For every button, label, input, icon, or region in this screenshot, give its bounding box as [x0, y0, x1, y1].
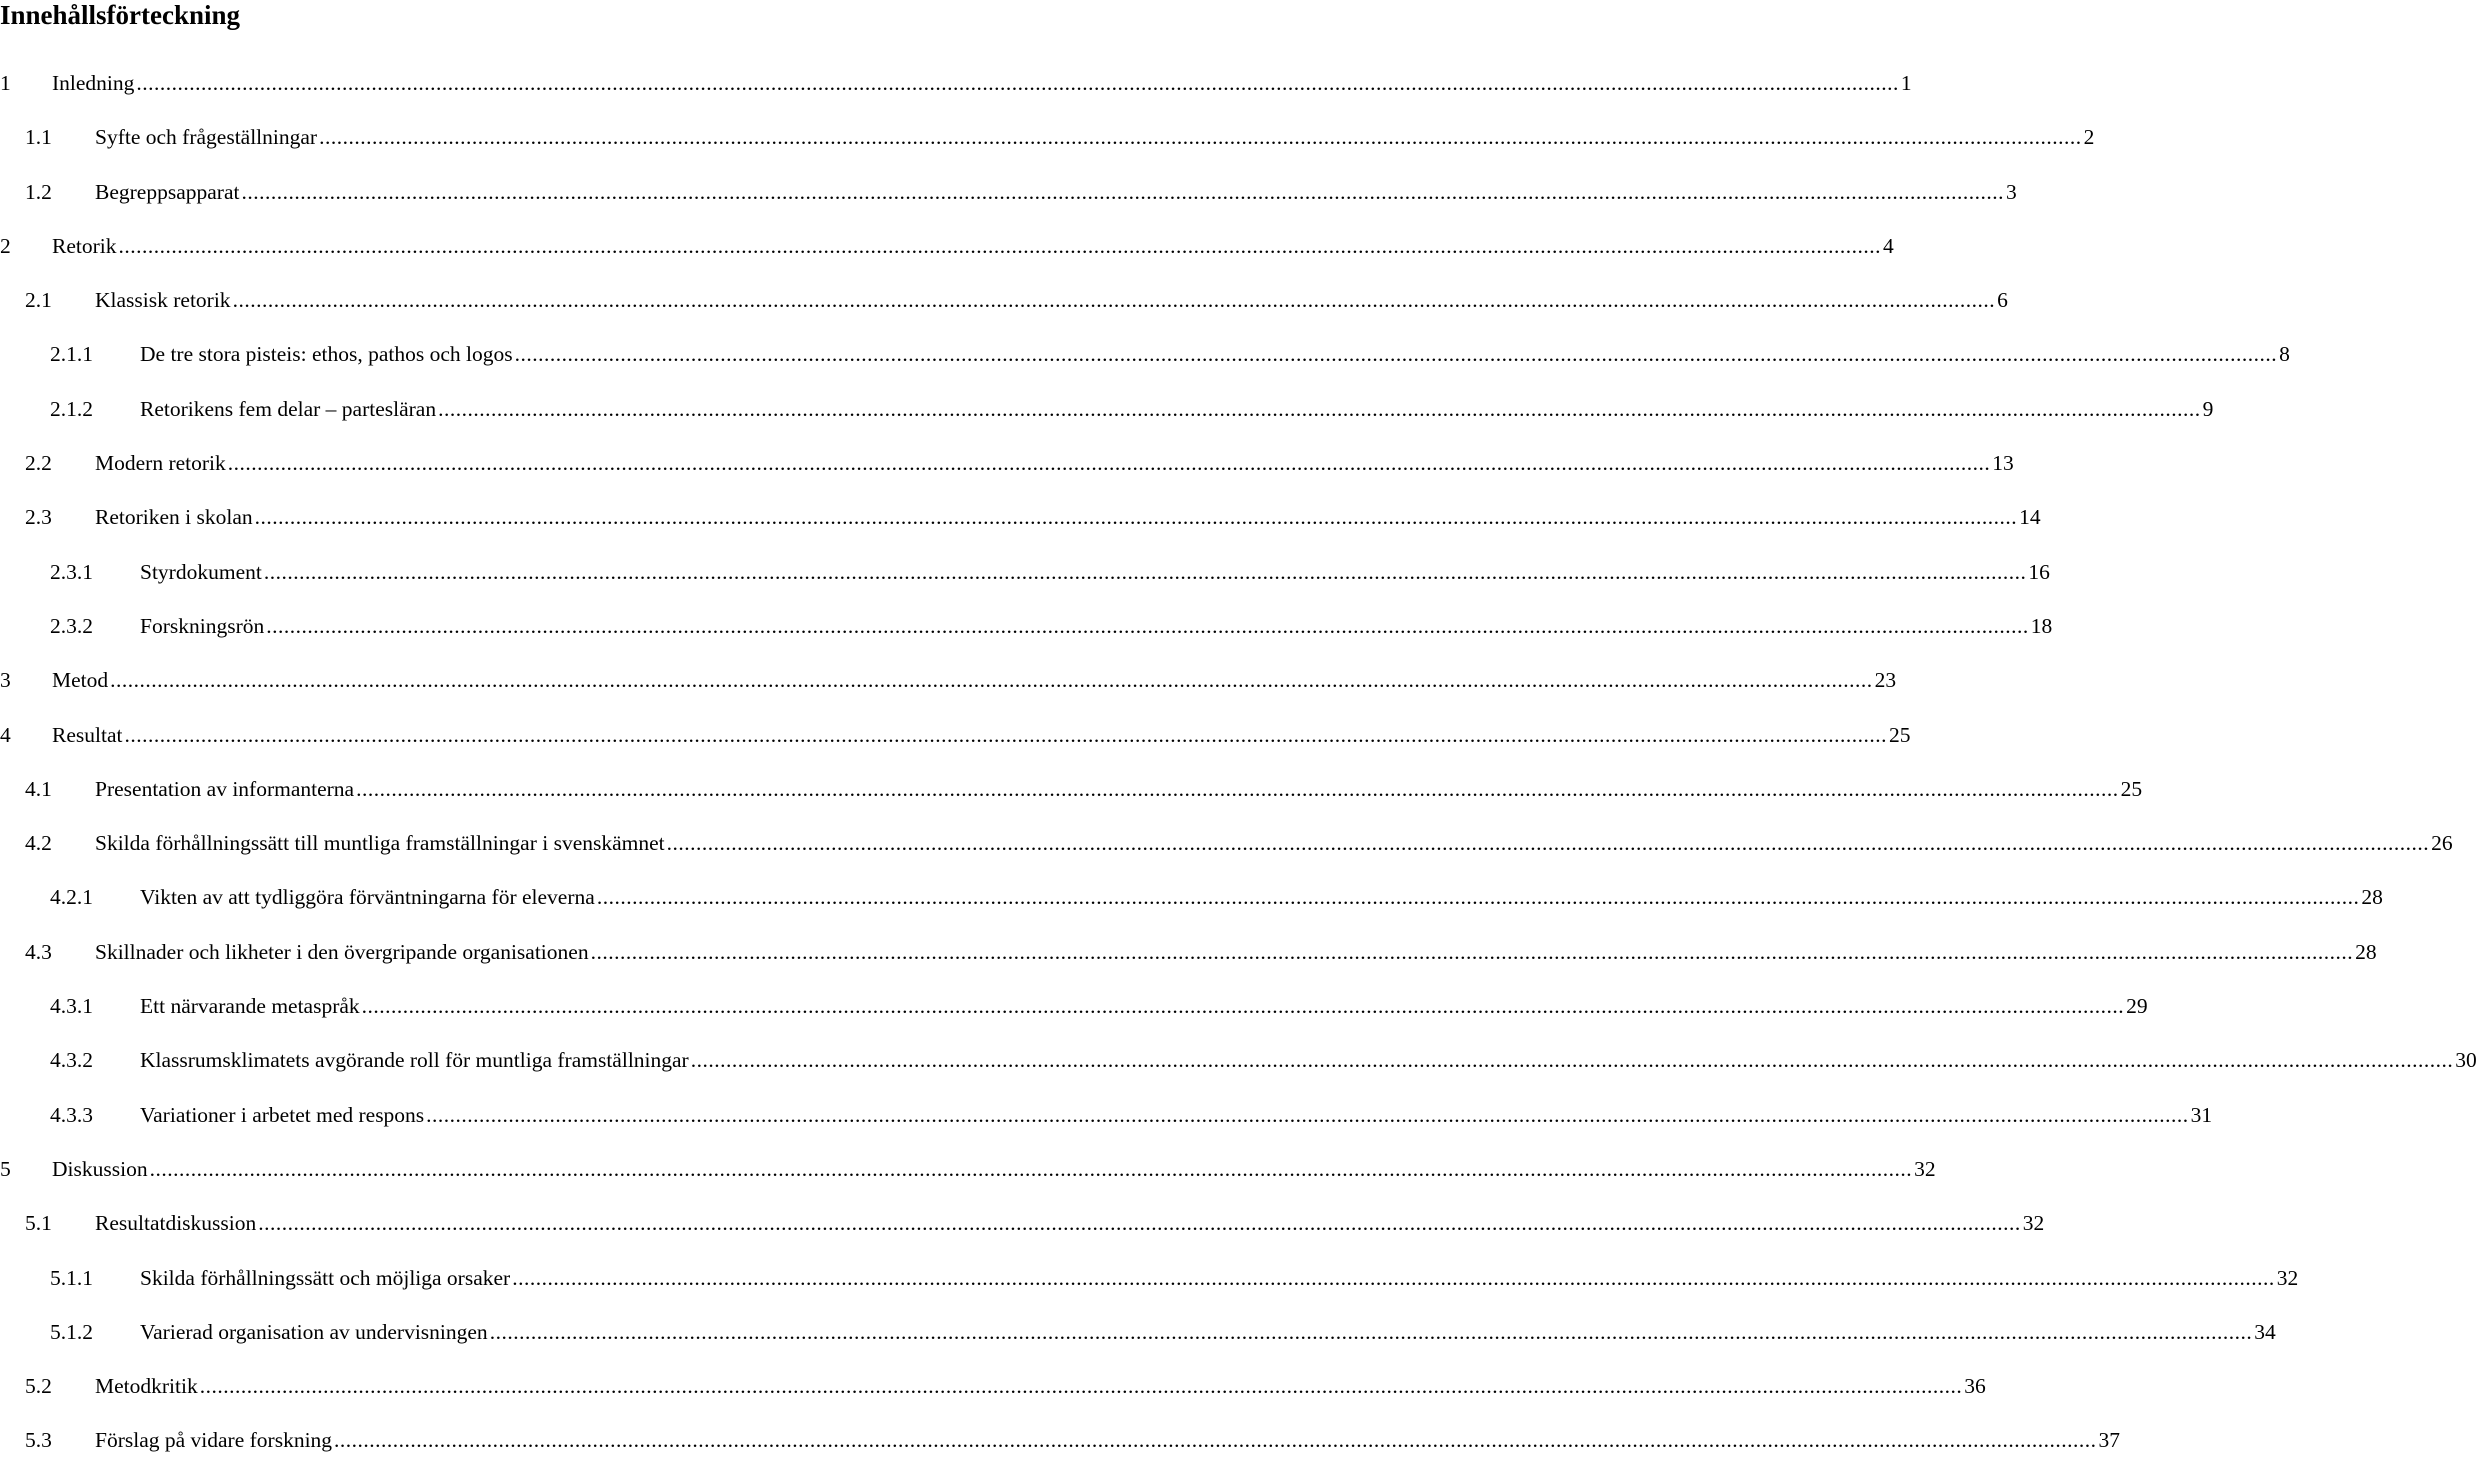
- toc-entry-number: 4.3.3: [50, 1102, 93, 1127]
- dot-leader: ............................................................................................................................................................................................................................................................................................................: [266, 613, 2029, 638]
- toc-entry-title[interactable]: Inledning: [52, 71, 135, 95]
- toc-entry-number: 2.1.2: [50, 396, 93, 421]
- toc-entry[interactable]: [0, 708, 1911, 762]
- toc-entry-line: [140, 1305, 2276, 1359]
- toc-entry[interactable]: [0, 816, 2453, 870]
- toc-entry-title[interactable]: Skilda förhållningssätt och möjliga orsaker: [140, 1265, 511, 1290]
- table-of-contents: [0, 56, 2477, 1468]
- toc-entry-title[interactable]: Resultat: [52, 722, 123, 747]
- toc-entry-line: [95, 436, 2014, 490]
- toc-entry-line: [52, 653, 1897, 707]
- toc-entry-title[interactable]: Retorikens fem delar – partesläran: [140, 396, 437, 421]
- toc-entry-page: 37: [2098, 1428, 2121, 1453]
- toc-entry-line: [52, 708, 1911, 762]
- toc-entry-number: 1.1: [25, 125, 52, 150]
- toc-entry-page: 25: [1888, 722, 1911, 747]
- dot-leader: ............................................................................................................................................................................................................................................................................................................: [110, 668, 1873, 693]
- dot-leader: ............................................................................................................................................................................................................................................................................................................: [666, 831, 2430, 856]
- toc-entry-title[interactable]: Retoriken i skolan: [95, 505, 253, 530]
- toc-entry-number: 5: [0, 1156, 11, 1181]
- dot-leader: ............................................................................................................................................................................................................................................................................................................: [361, 994, 2125, 1019]
- dot-leader: ............................................................................................................................................................................................................................................................................................................: [690, 1048, 2454, 1073]
- toc-entry[interactable]: [0, 436, 2014, 490]
- toc-entry[interactable]: [0, 1359, 1986, 1413]
- toc-entry[interactable]: [0, 1305, 2276, 1359]
- toc-entry-title[interactable]: Metodkritik: [95, 1374, 198, 1399]
- dot-leader: ............................................................................................................................................................................................................................................................................................................: [258, 1211, 2021, 1236]
- toc-entry-line: [95, 110, 2095, 164]
- toc-entry-number: 5.1.2: [50, 1319, 93, 1344]
- toc-entry-number: 2.1: [25, 288, 52, 313]
- dot-leader: ............................................................................................................................................................................................................................................................................................................: [334, 1428, 2097, 1453]
- toc-entry-number: 2.3: [25, 505, 52, 530]
- toc-entry-number: 2.3.2: [50, 613, 93, 638]
- dot-leader: ............................................................................................................................................................................................................................................................................................................: [438, 396, 2201, 421]
- toc-entry-line: [140, 382, 2214, 436]
- toc-entry-title[interactable]: Skilda förhållningssätt till muntliga framställningar i svenskämnet: [95, 831, 665, 856]
- toc-entry-page: 25: [2120, 776, 2143, 801]
- toc-entry-number: 4.2: [25, 831, 52, 856]
- toc-entry[interactable]: [0, 490, 2041, 544]
- toc-entry[interactable]: [0, 219, 1894, 273]
- toc-entry-page: 28: [2361, 885, 2383, 910]
- toc-entry-line: [140, 979, 2148, 1033]
- toc-entry-line: [140, 545, 2050, 599]
- toc-entry-page: 1: [1900, 71, 1912, 95]
- toc-entry-number: 4.3.1: [50, 994, 93, 1019]
- dot-leader: ............................................................................................................................................................................................................................................................................................................: [426, 1102, 2189, 1127]
- toc-entry-page: 16: [2028, 559, 2050, 584]
- toc-entry-line: [140, 1251, 2299, 1305]
- toc-entry-title[interactable]: Syfte och frågeställningar: [95, 125, 318, 150]
- toc-entry[interactable]: [0, 653, 1897, 707]
- toc-entry-page: 3: [2005, 179, 2017, 204]
- toc-entry-number: 2.2: [25, 451, 52, 476]
- toc-entry[interactable]: [0, 870, 2383, 924]
- toc-entry[interactable]: [0, 1413, 2121, 1467]
- dot-leader: ............................................................................................................................................................................................................................................................................................................: [241, 179, 2004, 204]
- toc-entry-title[interactable]: Varierad organisation av undervisningen: [140, 1319, 488, 1344]
- dot-leader: ............................................................................................................................................................................................................................................................................................................: [512, 1265, 2275, 1290]
- toc-entry-line: [52, 219, 1894, 273]
- dot-leader: ............................................................................................................................................................................................................................................................................................................: [319, 125, 2082, 150]
- dot-leader: ............................................................................................................................................................................................................................................................................................................: [136, 71, 1899, 95]
- toc-entry-title[interactable]: Begreppsapparat: [95, 179, 240, 204]
- toc-entry-line: [140, 599, 2053, 653]
- toc-entry-number: 5.1: [25, 1211, 52, 1236]
- toc-entry-line: [52, 56, 1912, 110]
- toc-entry-line: [95, 165, 2017, 219]
- toc-entry-title[interactable]: Klassisk retorik: [95, 288, 231, 313]
- toc-entry-title[interactable]: Variationer i arbetet med respons: [140, 1102, 425, 1127]
- toc-entry-title[interactable]: Skillnader och likheter i den övergripande organisationen: [95, 939, 589, 964]
- toc-entry[interactable]: [0, 1142, 1936, 1196]
- toc-entry-line: [95, 273, 2008, 327]
- toc-entry-page: 8: [2279, 342, 2290, 367]
- toc-entry-line: [52, 1142, 1936, 1196]
- toc-entry-title[interactable]: Styrdokument: [140, 559, 262, 584]
- toc-entry-number: 4.3.2: [50, 1048, 93, 1073]
- toc-heading: Innehållsförteckning: [0, 0, 241, 30]
- toc-entry[interactable]: [0, 56, 1912, 110]
- dot-leader: ............................................................................................................................................................................................................................................................................................................: [118, 233, 1881, 258]
- toc-entry-page: 9: [2202, 396, 2214, 421]
- dot-leader: ............................................................................................................................................................................................................................................................................................................: [263, 559, 2027, 584]
- toc-entry-number: 2.3.1: [50, 559, 93, 584]
- toc-entry-title[interactable]: Diskussion: [52, 1156, 148, 1181]
- toc-entry-number: 1: [0, 71, 11, 95]
- toc-entry-title[interactable]: Presentation av informanterna: [95, 776, 355, 801]
- toc-entry-page: 32: [2276, 1265, 2299, 1290]
- toc-entry[interactable]: [0, 327, 2290, 381]
- toc-entry[interactable]: [0, 545, 2050, 599]
- toc-entry-line: [95, 1359, 1986, 1413]
- toc-entry-page: 2: [2083, 125, 2095, 150]
- toc-entry-number: 2.1.1: [50, 342, 93, 367]
- toc-entry[interactable]: [0, 1251, 2299, 1305]
- toc-entry-line: [140, 1033, 2477, 1087]
- toc-entry-title[interactable]: Metod: [52, 668, 109, 693]
- toc-entry-line: [95, 762, 2143, 816]
- toc-entry[interactable]: [0, 165, 2017, 219]
- toc-entry-number: 5.1.1: [50, 1265, 93, 1290]
- toc-entry-page: 32: [2022, 1211, 2045, 1236]
- toc-entry-page: 30: [2455, 1048, 2477, 1073]
- toc-entry-number: 4.1: [25, 776, 52, 801]
- toc-entry[interactable]: [0, 979, 2148, 1033]
- toc-entry-number: 2: [0, 233, 11, 258]
- toc-entry-number: 4.2.1: [50, 885, 93, 910]
- dot-leader: ............................................................................................................................................................................................................................................................................................................: [514, 342, 2278, 367]
- toc-entry-page: 18: [2030, 613, 2053, 638]
- dot-leader: ............................................................................................................................................................................................................................................................................................................: [254, 505, 2018, 530]
- toc-entry-page: 14: [2019, 505, 2041, 530]
- toc-entry-page: 4: [1883, 233, 1894, 258]
- toc-entry-number: 5.3: [25, 1428, 52, 1453]
- toc-entry[interactable]: [0, 599, 2053, 653]
- toc-entry-page: 29: [2126, 994, 2148, 1019]
- toc-entry-page: 26: [2431, 831, 2453, 856]
- toc-entry-line: [95, 1413, 2121, 1467]
- toc-entry[interactable]: [0, 1196, 2045, 1250]
- dot-leader: ............................................................................................................................................................................................................................................................................................................: [199, 1374, 1963, 1399]
- dot-leader: ............................................................................................................................................................................................................................................................................................................: [596, 885, 2360, 910]
- toc-entry-page: 23: [1874, 668, 1897, 693]
- toc-entry-page: 28: [2355, 939, 2377, 964]
- toc-entry-page: 34: [2254, 1319, 2276, 1344]
- dot-leader: ............................................................................................................................................................................................................................................................................................................: [489, 1319, 2253, 1344]
- dot-leader: ............................................................................................................................................................................................................................................................................................................: [232, 288, 1996, 313]
- toc-entry-number: 5.2: [25, 1374, 52, 1399]
- toc-entry-line: [140, 1088, 2213, 1142]
- toc-entry-line: [95, 490, 2041, 544]
- toc-entry-title[interactable]: Modern retorik: [95, 451, 226, 476]
- toc-entry-title[interactable]: Ett närvarande metaspråk: [140, 994, 360, 1019]
- toc-entry-number: 4.3: [25, 939, 52, 964]
- toc-entry-title[interactable]: Klassrumsklimatets avgörande roll för muntliga framställningar: [140, 1048, 689, 1073]
- toc-entry-title[interactable]: Resultatdiskussion: [95, 1211, 257, 1236]
- toc-entry[interactable]: [0, 925, 2377, 979]
- dot-leader: ............................................................................................................................................................................................................................................................................................................: [124, 722, 1887, 747]
- toc-entry-line: [140, 870, 2383, 924]
- toc-entry-page: 32: [1914, 1156, 1936, 1181]
- toc-entry-number: 4: [0, 722, 11, 747]
- toc-entry-line: [95, 1196, 2045, 1250]
- dot-leader: ............................................................................................................................................................................................................................................................................................................: [227, 451, 1991, 476]
- toc-entry-page: 13: [1992, 451, 2014, 476]
- toc-entry[interactable]: [0, 1088, 2213, 1142]
- toc-entry-number: 1.2: [25, 179, 52, 204]
- toc-entry-page: 36: [1964, 1374, 1986, 1399]
- toc-entry-title[interactable]: Forskningsrön: [140, 613, 265, 638]
- dot-leader: ............................................................................................................................................................................................................................................................................................................: [356, 776, 2119, 801]
- dot-leader: ............................................................................................................................................................................................................................................................................................................: [149, 1156, 1913, 1181]
- toc-entry-title[interactable]: Förslag på vidare forskning: [95, 1428, 333, 1453]
- toc-entry[interactable]: [0, 762, 2143, 816]
- toc-entry[interactable]: [0, 273, 2008, 327]
- toc-entry-number: 3: [0, 668, 11, 693]
- toc-entry[interactable]: [0, 1033, 2477, 1087]
- dot-leader: ............................................................................................................................................................................................................................................................................................................: [590, 939, 2354, 964]
- toc-entry-title[interactable]: Retorik: [52, 233, 117, 258]
- toc-entry-title[interactable]: Vikten av att tydliggöra förväntningarna för eleverna: [140, 885, 595, 910]
- toc-entry-line: [95, 925, 2377, 979]
- toc-entry-page: 6: [1997, 288, 2008, 313]
- toc-entry-page: 31: [2190, 1102, 2213, 1127]
- toc-entry-line: [140, 327, 2290, 381]
- toc-entry[interactable]: [0, 110, 2095, 164]
- toc-entry-line: [95, 816, 2453, 870]
- toc-entry[interactable]: [0, 382, 2214, 436]
- toc-entry-title[interactable]: De tre stora pisteis: ethos, pathos och logos: [140, 342, 513, 367]
